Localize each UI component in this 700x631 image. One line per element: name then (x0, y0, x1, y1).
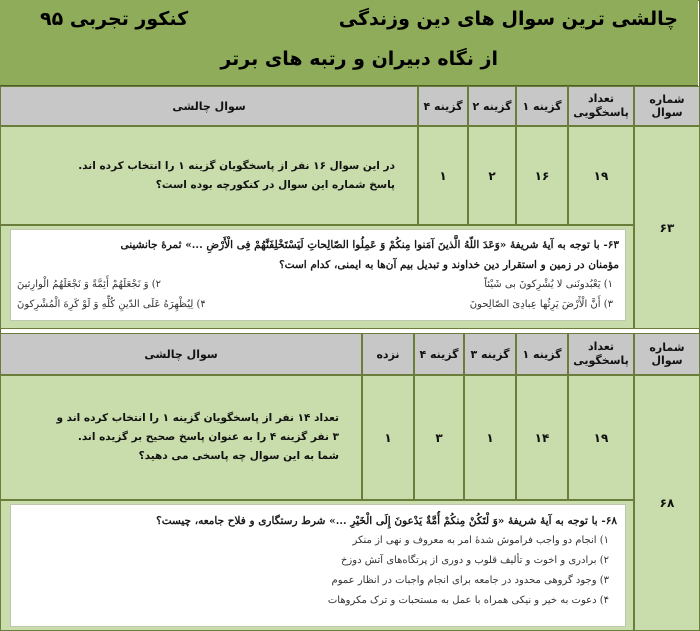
table2-question-number: ۶۸ (634, 375, 700, 631)
banner-title: چالشی ترین سوال های دین وزندگی (338, 8, 678, 30)
table2-exam-question-line-1: ۶۸- با توجه به آیهٔ شریفهٔ «وَ لْتَکُنْ مِنکُمْ أُمَّةٌ یَدْعونَ إِلَی الْخَیْرِ ...» شرط رستگاری و فلاح جامعه، چیست؟ (156, 515, 617, 527)
table1-option-1-value: ۱۶ (516, 126, 568, 225)
table1-exam-options-row-1 (17, 275, 619, 295)
banner-subtitle: از نگاه دبیران و رتبه های برتر (220, 48, 498, 70)
table1-exam-option-2: ۲) وَ نَجْعَلَهُمْ أَئِمَّةً وَ نَجْعَلَهُمُ الْوارِثینَ (17, 279, 161, 290)
table1-header-option-4: گزینه ۴ (418, 86, 468, 126)
table2-challenge-line-1: تعداد ۱۴ نفر از پاسخگویان گزینه ۱ را انتخاب کرده اند و (56, 412, 339, 424)
table1-exam-question-scan (10, 229, 626, 321)
table2-option-3-value: ۱ (464, 375, 516, 500)
table2-respondents-value: ۱۹ (568, 375, 634, 500)
table1-challenge-line-1: در این سوال ۱۶ نفر از پاسخگویان گزینه ۱ را انتخاب کرده اند. (78, 159, 395, 172)
table2-exam-option-1: ۱) انجام دو واجب فراموش شدهٔ امر به معروف و نهی از منکر (352, 535, 609, 546)
table2-exam-question-scan (10, 504, 626, 627)
table2-exam-option-2: ۲) برادری و اخوت و تألیف قلوب و دوری از پرتگاه‌های آتش دوزخ (340, 555, 609, 566)
table2-header-challenge: سوال چالشی (0, 333, 362, 375)
table1-header-question-number: شماره سوال (634, 86, 700, 126)
table2-header-option-3: گزینه ۳ (464, 333, 516, 375)
table2-challenge-line-3: شما به این سوال چه پاسخی می دهید؟ (138, 450, 339, 462)
table1-respondents-value: ۱۹ (568, 126, 634, 225)
table2-skipped-value: ۱ (362, 375, 414, 500)
table1-header-respondents: تعداد پاسخگویی (568, 86, 634, 126)
table1-question-number: ۶۳ (634, 126, 700, 329)
table2-header-respondents: تعداد پاسخگویی (568, 333, 634, 375)
table2-option-1-value: ۱۴ (516, 375, 568, 500)
table1-option-4-value: ۱ (418, 126, 468, 225)
table2-header-option-1: گزینه ۱ (516, 333, 568, 375)
header-banner (0, 0, 698, 86)
table1-header-challenge: سوال چالشی (0, 86, 418, 126)
table2-option-4-value: ۳ (414, 375, 464, 500)
table2-challenge-line-2: ۳ نفر گزینه ۴ را به عنوان پاسخ صحیح بر گزیده اند. (77, 431, 339, 443)
table2-header-option-4: گزینه ۴ (414, 333, 464, 375)
table1-challenge-text (0, 126, 418, 225)
table1-option-2-value: ۲ (468, 126, 516, 225)
table1-exam-option-3: ۳) أَنَّ الْأَرْضَ یَرِثُها عِبادِیَ الصّالِحونَ (469, 299, 613, 310)
table1-exam-option-4: ۴) لِیُظْهِرَهُ عَلَی الدّینِ کُلِّهِ وَ لَوْ کَرِهَ الْمُشْرِکونَ (17, 299, 206, 310)
table2-header-question-number: شماره سوال (634, 333, 700, 375)
table2-exam-option-3: ۳) وجود گروهی محدود در جامعه برای انجام واجبات در انظار عموم (331, 575, 609, 586)
table1-exam-question-line-1: ۶۳- با توجه به آیهٔ شریفهٔ «وَعَدَ اللّهُ الَّذینَ آمَنوا مِنکُمْ وَ عَمِلُوا الصّالِحاتِ لَیَسْتَخْلِفَنَّهُمْ فِی الْأَرْضِ ...» ثمرهٔ جانشینی (120, 239, 619, 251)
table1-exam-option-1: ۱) یَعْبُدونَنی لا یُشْرِکونَ بی شَیْئاً (484, 279, 613, 290)
table1-header-option-2: گزینه ۲ (468, 86, 516, 126)
table2-exam-option-4: ۴) دعوت به خیر و نیکی همراه با عمل به مستحبات و ترک مکروهات (327, 595, 609, 606)
banner-exam-title: کنکور تجربی ۹۵ (40, 8, 189, 30)
table2-header-skipped: نزده (362, 333, 414, 375)
table2-challenge-text (0, 375, 362, 500)
table1-header-option-1: گزینه ۱ (516, 86, 568, 126)
table1-exam-question-line-2: مؤمنان در زمین و استقرار دین خداوند و تبدیل بیم آن‌ها به ایمنی، کدام است؟ (279, 259, 619, 271)
table1-challenge-line-2: پاسخ شماره این سوال در کنکورچه بوده است؟ (155, 178, 395, 191)
table1-exam-options-row-2 (17, 295, 619, 315)
